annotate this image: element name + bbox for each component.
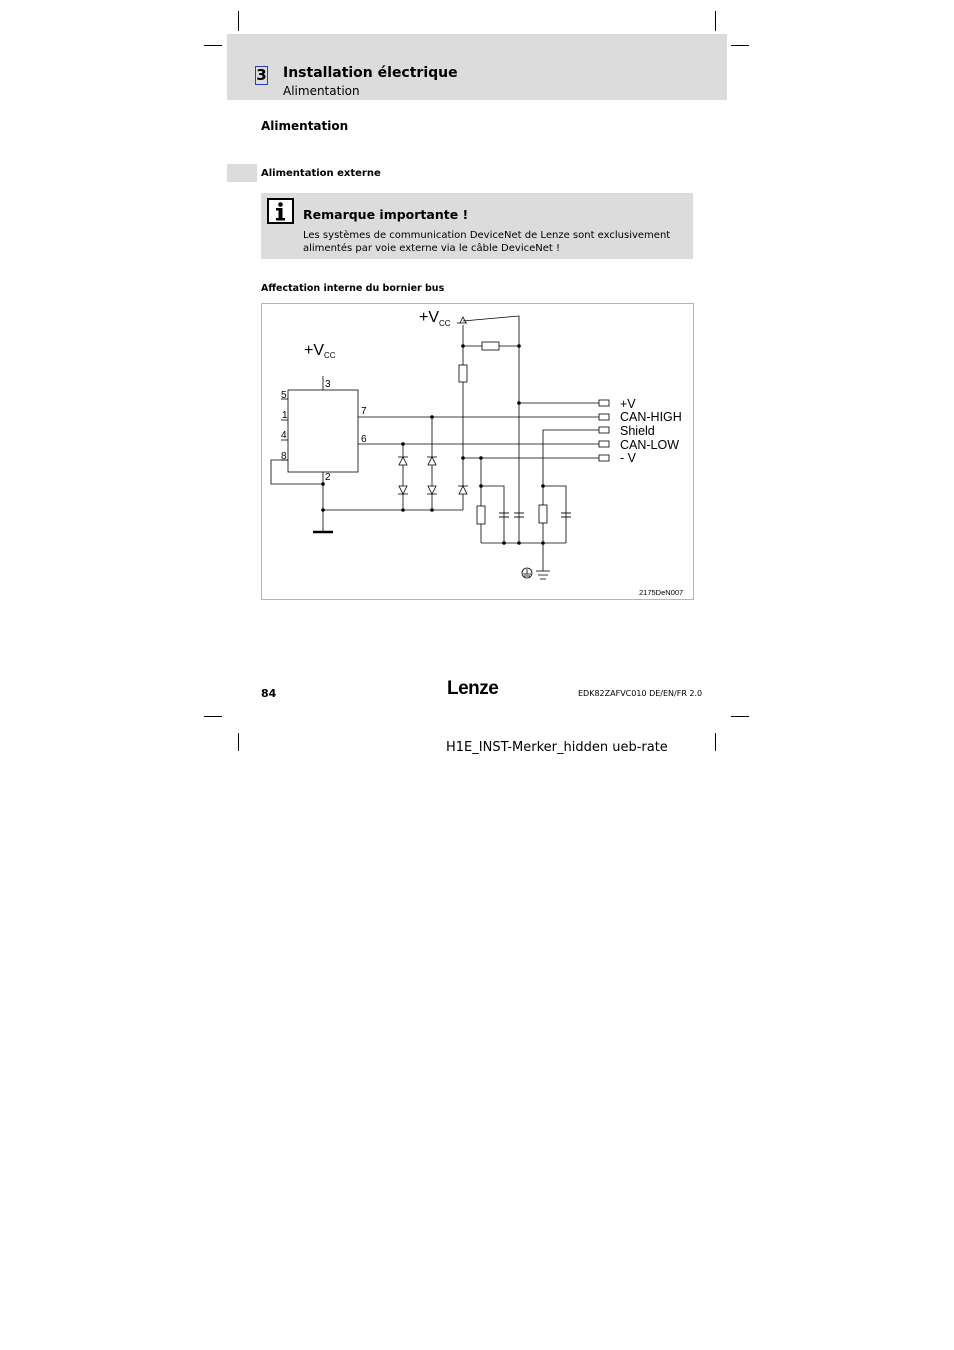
crop-mark [731,716,749,717]
terminal-label-shield: Shield [620,424,655,438]
chapter-subtitle: Alimentation [283,84,360,98]
pin-label-6: 6 [361,434,367,445]
note-title: Remarque importante ! [303,207,469,222]
crop-mark [731,45,749,46]
chapter-number: 3 [256,66,267,84]
info-icon [267,198,294,224]
section-title: Alimentation [261,119,349,133]
pin-label-8: 8 [281,451,287,462]
pin-label-7: 7 [361,406,367,417]
bottom-note: H1E_INST-Merker_hidden ueb-rate [446,740,668,755]
crop-mark [715,11,716,31]
pin-label-1: 1 [282,410,288,421]
vcc-top-label: $+V_{CC}$ [419,309,451,328]
terminal-label-can-high: CAN-HIGH [620,410,682,424]
crop-mark [204,45,222,46]
terminal-label-plus-v: +V [620,397,636,411]
pin-label-2: 2 [325,472,331,483]
pin-label-4: 4 [281,430,287,441]
terminal-label-minus-v: - V [620,451,636,465]
margin-marker [227,164,257,182]
important-note [261,193,693,259]
pin-label-3: 3 [325,379,331,390]
chapter-title: Installation électrique [283,65,458,81]
subsection-title: Alimentation externe [261,168,381,179]
terminal-label-can-low: CAN-LOW [620,438,680,452]
crop-mark [204,716,222,717]
figure-title: Affectation interne du bornier bus [261,283,445,294]
bus-terminal-circuit-diagram [261,303,694,600]
document-reference: EDK82ZAFVC010 DE/EN/FR 2.0 [578,689,703,698]
figure-id: 2175DeN007 [639,588,684,597]
page-number: 84 [261,687,277,700]
crop-mark [715,733,716,751]
crop-mark [238,733,239,751]
brand-logo: Lenze [447,678,499,699]
crop-mark [238,11,239,31]
pin-label-5: 5 [281,390,287,401]
vcc-main-label: +VCC [304,342,336,360]
note-text: Les systèmes de communication DeviceNet de Lenze sont exclusivement alimentés par voie externe via le câble DeviceNet ! [303,230,671,254]
